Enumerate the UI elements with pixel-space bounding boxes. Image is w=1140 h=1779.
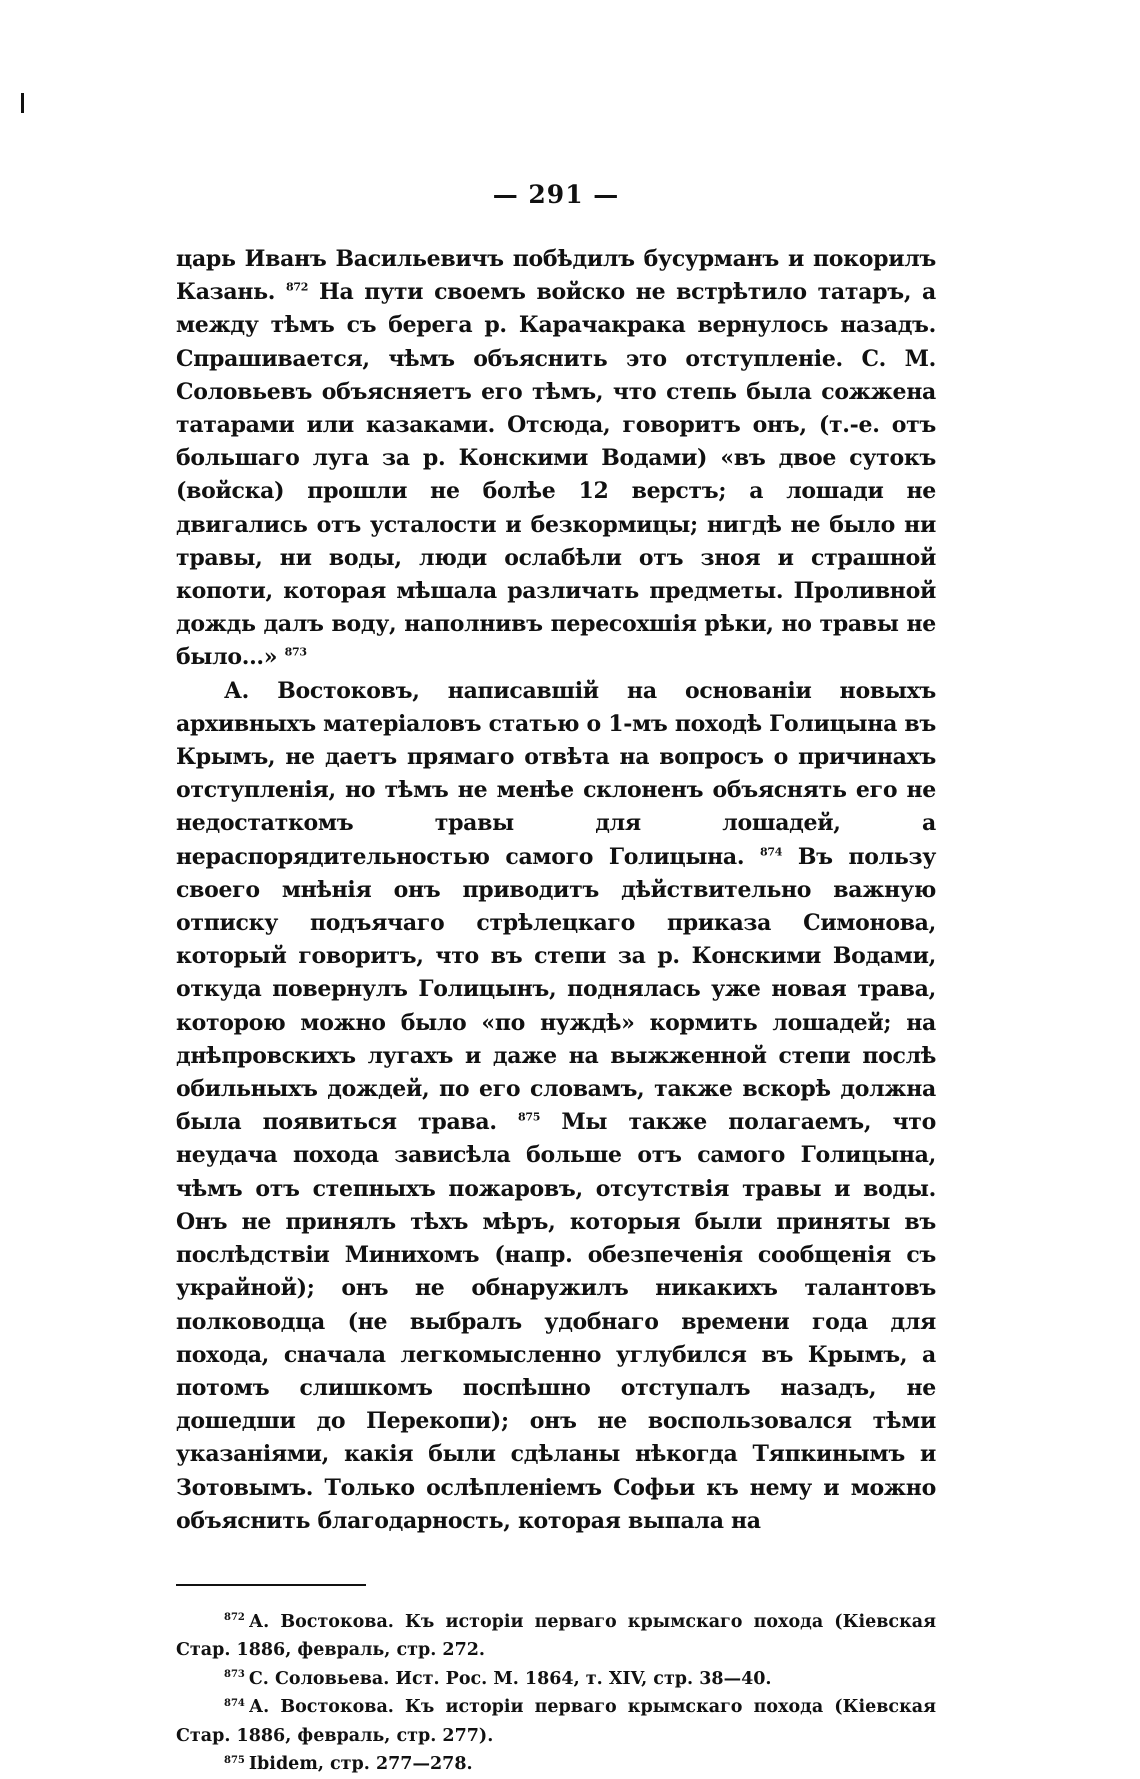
footnote-text: Ibidem, стр. 277—278.	[248, 1754, 473, 1775]
footnote-ref-872: 872	[286, 280, 309, 294]
footnote-number: 875	[224, 1754, 245, 1766]
paragraph-2	[176, 675, 936, 1538]
footnote-number: 873	[224, 1669, 245, 1681]
body-text	[176, 243, 936, 1538]
text-segment: Въ пользу своего мнѣнія онъ приводитъ дѣйствительно важную отписку подъячаго стрѣлецкаго приказа Симонова, который говоритъ, что въ степи за р. Конскими Водами, откуда повернулъ Голицынъ, поднялась уже новая трава, которою можно было «по нуждѣ» кормить лошадей; на днѣпровскихъ лугахъ и даже на выжженной степи послѣ обильныхъ дождей, по его словамъ, также вскорѣ должна была появиться трава.	[176, 843, 937, 1136]
scan-edge-mark	[21, 93, 24, 113]
footnote-text: С. Соловьева. Ист. Рос. М. 1864, т. XIV, стр. 38—40.	[248, 1668, 772, 1689]
footnote-text: А. Востокова. Къ исторіи перваго крымскаго похода (Кіевская Стар. 1886, февраль, стр. 272.	[176, 1611, 936, 1661]
text-segment: А. Востоковъ, написавшій на основаніи новыхъ архивныхъ матеріаловъ статью о 1-мъ походѣ Голицына въ Крымъ, не даетъ прямаго отвѣта на вопросъ о причинахъ отступленія, но тѣмъ не менѣе склоненъ объяснять его не недостаткомъ травы для лошадей, а нераспорядительностью самого Голицына.	[176, 677, 936, 870]
text-segment: царь Иванъ Васильевичъ побѣдилъ бусурманъ и покорилъ Казань.	[176, 246, 936, 306]
footnote	[176, 1608, 936, 1665]
footnote-text: А. Востокова. Къ исторіи перваго крымскаго похода (Кіевская Стар. 1886, февраль, стр. 277).	[176, 1697, 936, 1746]
footnote	[176, 1750, 936, 1779]
text-segment: На пути своемъ войско не встрѣтило татаръ, а между тѣмъ съ берега р. Карачакрака вернулось назадъ. Спрашивается, чѣмъ объяснить это отступленіе. С. М. Соловьевъ объясняетъ его тѣмъ, что степь была сожжена татарами или казаками. Отсюда, говоритъ онъ, (т.-е. отъ большаго луга за р. Конскими Водами) «въ двое сутокъ (войска) прошли не болѣе 12 верстъ; а лошади не двигались отъ усталости и безкормицы; нигдѣ не было ни травы, ни воды, люди ослабѣли отъ зноя и страшной копоти, которая мѣшала различать предметы. Проливной дождь далъ воду, наполнивъ пересохшія рѣки, но травы не было...»	[176, 279, 937, 671]
footnote-number: 872	[224, 1612, 245, 1624]
book-page	[176, 180, 936, 1779]
footnote	[176, 1665, 936, 1694]
footnote-number: 874	[224, 1697, 245, 1709]
footnote-ref-875: 875	[518, 1110, 541, 1124]
text-segment: Мы также полагаемъ, что неудача похода зависѣла больше отъ самого Голицына, чѣмъ отъ степныхъ пожаровъ, отсутствія травы и воды. Онъ не принялъ тѣхъ мѣръ, которыя были приняты въ послѣдствіи Минихомъ (напр. обезпеченія сообщенія съ украйной); онъ не обнаружилъ никакихъ талантовъ полководца (не выбралъ удобнаго времени года для похода, сначала легкомысленно углубился въ Крымъ, а потомъ слишкомъ поспѣшно отступалъ назадъ, не дошедши до Перекопи); онъ не воспользовался тѣми указаніями, какія были сдѣланы нѣкогда Тяпкинымъ и Зотовымъ. Только ослѣпленіемъ Софьи къ нему и можно объяснить благодарность, которая выпала на	[176, 1109, 936, 1534]
paragraph-1	[176, 243, 936, 675]
footnotes	[176, 1608, 936, 1779]
footnote-divider	[176, 1584, 366, 1586]
footnote-ref-873: 873	[284, 646, 307, 660]
page-number: — 291 —	[492, 180, 620, 209]
footnote-ref-874: 874	[760, 845, 783, 859]
footnote	[176, 1693, 936, 1750]
